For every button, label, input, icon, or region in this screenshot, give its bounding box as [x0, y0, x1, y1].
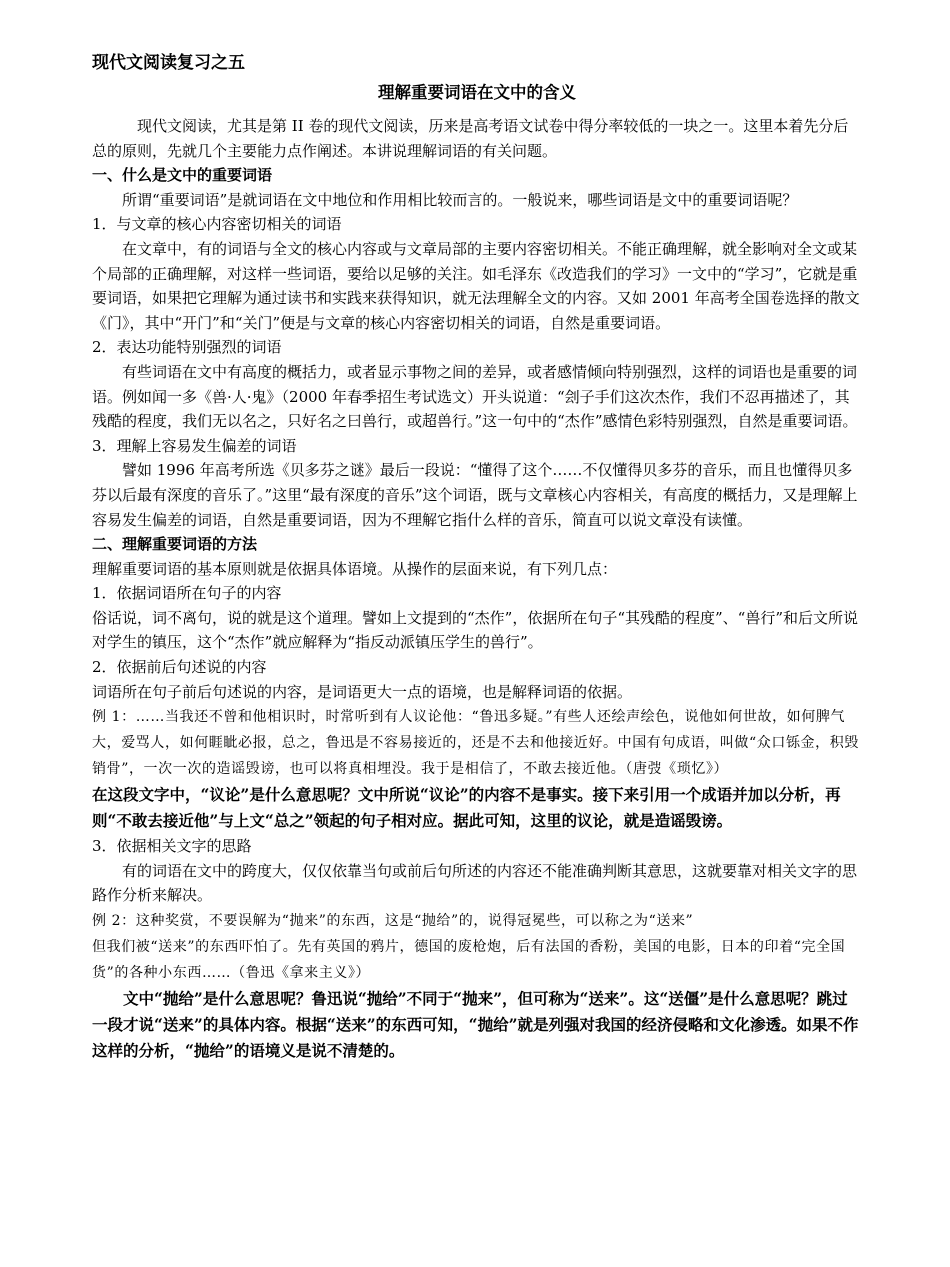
example-1-quote: 例 1：……当我还不曾和他相识时，时常听到有人议论他：“鲁迅多疑。”有些人还绘声绘色，说他如何世故，如何脾气大，爱骂人，如何睚眦必报，总之，鲁迅是不容易接近的，还是不去和他接近好。中国有句成语，叫做“众口铄金，积毁销骨”，一次一次的造谣毁谤，也可以将真相埋没。我于是相信了，不敢去接近他。（唐弢《琐忆》） — [92, 709, 859, 778]
example-2-analysis: 文中“抛给”是什么意思呢？鲁迅说“抛给”不同于“抛来”，但可称为“送来”。这“送僵”是什么意思呢？跳过一段才说“送来”的具体内容。根据“送来”的东西可知，“抛给”就是列强对我国的经济侵略和文化渗透。如果不作这样的分析，“抛给”的语境义是说不清楚的。 — [92, 989, 859, 1061]
section-2-item-3-title: 3．依据相关文字的思路 — [92, 837, 252, 856]
section-2-item-2-title: 2．依据前后句述说的内容 — [92, 658, 267, 677]
doc-title: 现代文阅读复习之五 — [92, 53, 245, 73]
section-2-item-1-title: 1．依据词语所在句子的内容 — [92, 584, 282, 603]
document-page — [92, 48, 862, 1064]
section-1-item-2-body: 有些词语在文中有高度的概括力，或者显示事物之间的差异，或者感情倾向特别强烈，这样的词语也是重要的词语。例如闻一多《兽·人·鬼》（2000 年春季招生考试选文）开头说道：“刽子手们这次杰作，我们不忍再描述了，其残酷的程度，我们无以名之，只好名之曰兽行，或超兽行。”这一句中的“杰作”感情色彩特别强烈，自然是重要词语。 — [92, 362, 858, 431]
example-2-quote-line-2: 但我们被“送来”的东西吓怕了。先有英国的鸦片，德国的废枪炮，后有法国的香粉，美国的电影，日本的印着“完全国货”的各种小东西……（鲁迅《拿来主义》） — [92, 939, 846, 982]
section-1-item-1-body: 在文章中，有的词语与全文的核心内容或与文章局部的主要内容密切相关。不能正确理解，就全影响对全文或某个局部的正确理解，对这样一些词语，要给以足够的关注。如毛泽东《改造我们的学习》一文中的“学习”，它就是重要词语，如果把它理解为通过读书和实践来获得知识，就无法理解全文的内容。又如 2001 年高考全国卷选择的散文《门》，其中“开门”和“关门”便是与文章的核心内容密切相关的词语，自然是重要词语。 — [92, 239, 860, 332]
section-1-item-3-title: 3．理解上容易发生偏差的词语 — [92, 436, 297, 455]
example-2-quote-line-1: 例 2：这种奖赏，不要误解为“抛来”的东西，这是“抛给”的，说得冠冕些，可以称之为“送来” — [92, 913, 694, 930]
section-2-item-3-body: 有的词语在文中的跨度大，仅仅依靠当句或前后句所述的内容还不能准确判断其意思，这就要靠对相关文字的思路作分析来解决。 — [92, 861, 858, 905]
section-1-heading: 一、什么是文中的重要词语 — [92, 166, 273, 185]
doc-subtitle: 理解重要词语在文中的含义 — [378, 83, 576, 102]
section-1-item-1-title: 1．与文章的核心内容密切相关的词语 — [92, 215, 342, 234]
section-2-paragraph: 理解重要词语的基本原则就是依据具体语境。从操作的层面来说，有下列几点： — [92, 559, 618, 578]
section-2-heading: 二、理解重要词语的方法 — [92, 535, 258, 554]
intro-paragraph: 现代文阅读，尤其是第 II 卷的现代文阅读，历来是高考语文试卷中得分率较低的一块之一。这里本着先分后总的原则，先就几个主要能力点作阐述。本讲说理解词语的有关问题。 — [92, 117, 849, 160]
section-2-item-1-body: 俗话说，词不离句，说的就是这个道理。譬如上文提到的“杰作”，依据所在句子“其残酷的程度”、“兽行”和后文所说对学生的镇压，这个“杰作”就应解释为“指反动派镇压学生的兽行”。 — [92, 608, 859, 652]
section-2-item-2-body: 词语所在句子前后句述说的内容，是词语更大一点的语境，也是解释词语的依据。 — [92, 682, 633, 701]
section-1-item-3-body: 譬如 1996 年高考所选《贝多芬之谜》最后一段说：“懂得了这个……不仅懂得贝多芬的音乐，而且也懂得贝多芬以后最有深度的音乐了。”这里“最有深度的音乐”这个词语，既与文章核心内容相关，有高度的概括力，又是理解上容易发生偏差的词语，自然是重要词语，因为不理解它指什么样的音乐，简直可以说文章没有读懂。 — [92, 461, 858, 529]
example-1-analysis: 在这段文字中，“议论”是什么意思呢？文中所说“议论”的内容不是事实。接下来引用一个成语并加以分析，再则“不敢去接近他”与上文“总之”领起的句子相对应。据此可知，这里的议论，就是造谣毁谤。 — [92, 785, 841, 831]
section-1-paragraph: 所谓“重要词语”是就词语在文中地位和作用相比较而言的。一般说来，哪些词语是文中的重要词语呢？ — [122, 190, 798, 209]
section-1-item-2-title: 2．表达功能特别强烈的词语 — [92, 338, 282, 357]
